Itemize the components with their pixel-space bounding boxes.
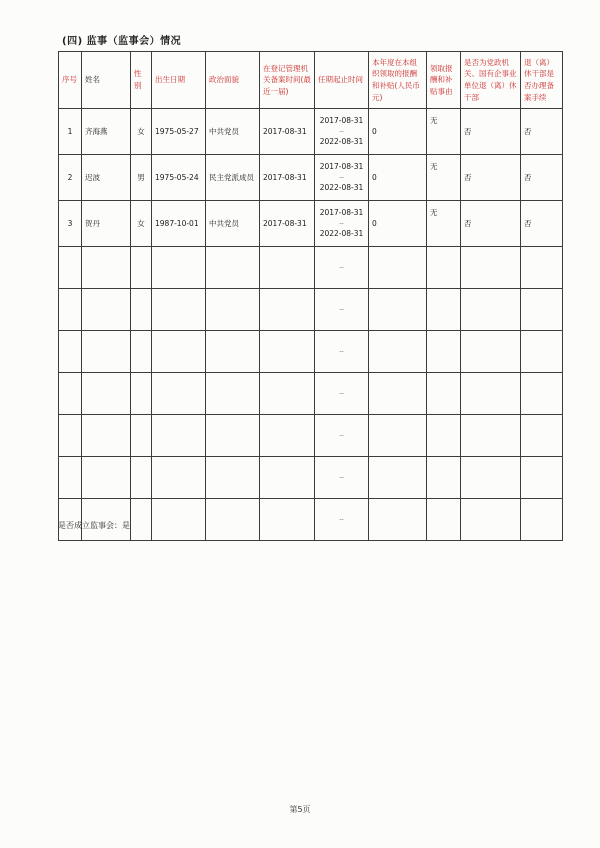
cell-empty [152,331,206,373]
term-start: 2017-08-31 [319,162,364,172]
cell-empty [521,247,563,289]
cell-reason: 无 [427,155,461,201]
supervisory-value: 是 [122,521,130,530]
cell-empty [152,247,206,289]
cell-empty [152,499,206,541]
supervisors-table [58,51,563,541]
cell-empty [461,415,521,457]
cell-reason: 无 [427,201,461,247]
cell-empty [369,499,427,541]
cell-term [315,155,369,201]
cell-empty [59,457,82,499]
supervisory-label: 是否成立监事会： [58,521,122,530]
cell-term-empty: -- [315,373,369,415]
cell-pay: 0 [369,109,427,155]
cell-empty [461,331,521,373]
cell-empty [82,373,131,415]
col-header-party: 政治面貌 [206,52,260,109]
page-number: 第5页 [289,805,311,814]
cell-empty [260,415,315,457]
cell-name: 贺丹 [82,201,131,247]
cell-empty [82,457,131,499]
cell-empty [521,415,563,457]
cell-filing: 否 [521,201,563,247]
cell-retired: 否 [461,109,521,155]
table-row [59,155,563,201]
cell-empty [206,247,260,289]
cell-empty [521,457,563,499]
cell-empty [152,373,206,415]
col-header-gender: 性别 [131,52,152,109]
cell-empty [59,289,82,331]
cell-empty [131,415,152,457]
cell-empty [59,373,82,415]
cell-empty [152,289,206,331]
cell-empty [369,289,427,331]
cell-birth: 1975-05-24 [152,155,206,201]
cell-party: 中共党员 [206,109,260,155]
cell-birth: 1975-05-27 [152,109,206,155]
cell-empty [206,499,260,541]
cell-no: 1 [59,109,82,155]
cell-empty [369,331,427,373]
cell-pay: 0 [369,155,427,201]
cell-empty [521,499,563,541]
cell-empty [152,457,206,499]
cell-term-empty: -- [315,415,369,457]
cell-empty [260,373,315,415]
cell-retired: 否 [461,155,521,201]
cell-empty [131,373,152,415]
cell-filing: 否 [521,155,563,201]
term-end: 2022-08-31 [319,137,364,147]
cell-name: 迟波 [82,155,131,201]
cell-term-empty: -- [315,247,369,289]
cell-empty [427,289,461,331]
table-row-empty [59,415,563,457]
cell-empty [82,331,131,373]
cell-birth: 1987-10-01 [152,201,206,247]
cell-empty [427,331,461,373]
cell-term-empty: -- [315,289,369,331]
term-separator: -- [339,127,344,135]
cell-empty [461,247,521,289]
cell-gender: 男 [131,155,152,201]
table-row [59,201,563,247]
cell-empty [369,247,427,289]
table-row-empty [59,331,563,373]
col-header-filing: 退（离）休干部是否办理备案手续 [521,52,563,109]
cell-empty [521,331,563,373]
cell-empty [131,457,152,499]
cell-term [315,201,369,247]
cell-empty [427,373,461,415]
cell-empty [131,331,152,373]
cell-no: 3 [59,201,82,247]
cell-filed: 2017-08-31 [260,155,315,201]
cell-empty [369,373,427,415]
cell-empty [206,373,260,415]
cell-empty [521,373,563,415]
cell-empty [131,499,152,541]
cell-retired: 否 [461,201,521,247]
cell-empty [131,289,152,331]
term-start: 2017-08-31 [319,208,364,218]
cell-reason: 无 [427,109,461,155]
term-end: 2022-08-31 [319,183,364,193]
cell-party: 中共党员 [206,201,260,247]
table-row [59,109,563,155]
cell-empty [461,373,521,415]
cell-empty [206,415,260,457]
col-header-term: 任期起止时间 [315,52,369,109]
cell-filed: 2017-08-31 [260,109,315,155]
term-separator: -- [339,173,344,181]
cell-empty [260,247,315,289]
term-start: 2017-08-31 [319,116,364,126]
col-header-no: 序号 [59,52,82,109]
cell-term-empty: -- [315,457,369,499]
cell-empty [369,415,427,457]
cell-empty [260,457,315,499]
cell-filed: 2017-08-31 [260,201,315,247]
cell-empty [427,457,461,499]
cell-empty [82,415,131,457]
cell-name: 齐海燕 [82,109,131,155]
cell-term-empty: -- [315,331,369,373]
cell-empty [206,457,260,499]
col-header-retired: 是否为党政机关、国有企事业单位退（离）休干部 [461,52,521,109]
col-header-filed: 在登记管理机关备案时间(最近一届) [260,52,315,109]
cell-empty [521,289,563,331]
table-header-row [59,52,563,109]
term-separator: -- [339,219,344,227]
table-row-empty [59,247,563,289]
cell-empty [59,415,82,457]
cell-empty [369,457,427,499]
cell-empty [152,415,206,457]
cell-empty [427,247,461,289]
cell-empty [461,457,521,499]
cell-term [315,109,369,155]
cell-empty [461,289,521,331]
cell-empty [427,415,461,457]
section-title: (四) 监事（监事会）情况 [62,36,182,47]
cell-empty [82,247,131,289]
cell-empty [260,499,315,541]
col-header-name: 姓名 [82,52,131,109]
cell-term-empty: -- [315,499,369,541]
cell-empty [59,247,82,289]
cell-empty [206,331,260,373]
cell-gender: 女 [131,201,152,247]
col-header-reason: 领取报酬和补贴事由 [427,52,461,109]
cell-filing: 否 [521,109,563,155]
table-row-empty [59,499,563,541]
cell-pay: 0 [369,201,427,247]
cell-empty [131,247,152,289]
col-header-birth: 出生日期 [152,52,206,109]
cell-empty [461,499,521,541]
cell-empty [427,499,461,541]
cell-empty [206,289,260,331]
col-header-pay: 本年度在本组织领取的报酬和补贴(人民币元) [369,52,427,109]
cell-empty [59,331,82,373]
term-end: 2022-08-31 [319,229,364,239]
supervisory-board-note [58,520,130,531]
table-row-empty [59,457,563,499]
cell-party: 民主党派成员 [206,155,260,201]
table-row-empty [59,289,563,331]
cell-empty [82,289,131,331]
table-row-empty [59,373,563,415]
cell-empty [260,289,315,331]
cell-gender: 女 [131,109,152,155]
cell-empty [260,331,315,373]
cell-no: 2 [59,155,82,201]
